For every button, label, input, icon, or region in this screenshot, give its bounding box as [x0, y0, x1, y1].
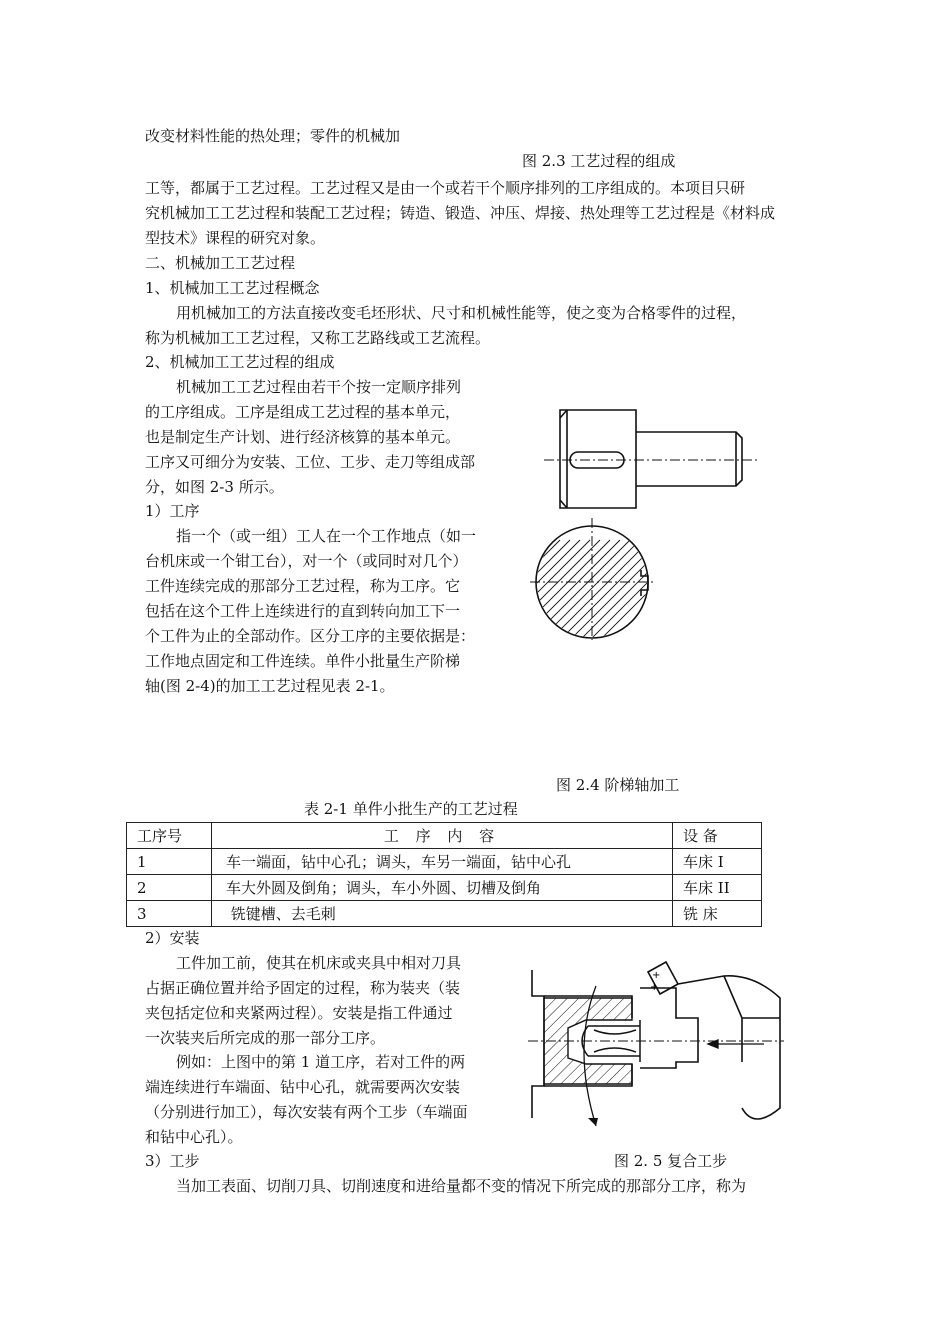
paragraph-2-line: 的工序组成。工序是组成工艺过程的基本单元，	[145, 403, 461, 421]
paragraph-2-line: 机械加工工艺过程由若干个按一定顺序排列	[176, 378, 462, 396]
cell-step-no: 1	[127, 849, 212, 875]
item-heading-2: 2）安装	[145, 929, 200, 947]
cell-step-no: 3	[127, 901, 212, 927]
cell-content: 车大外圆及倒角；调头，车小外圆、切槽及倒角	[212, 875, 673, 901]
header-equipment: 设 备	[673, 823, 762, 849]
cell-equipment: 铣 床	[673, 901, 762, 927]
paragraph-3-line: 个工件为止的全部动作。区分工序的主要依据是：	[145, 627, 476, 645]
item-heading-3: 3）工步	[145, 1152, 200, 1170]
paragraph-6-line-1: 当加工表面、切削刀具、切削速度和进给量都不变的情况下所完成的那部分工序，称为	[176, 1177, 747, 1195]
figure-2-4-caption: 图 2.4 阶梯轴加工	[556, 776, 680, 794]
table-row	[127, 901, 762, 927]
paragraph-3-line: 包括在这个工件上连续进行的直到转向加工下一	[145, 602, 461, 620]
intro-line-4: 型技术》课程的研究对象。	[145, 229, 326, 247]
header-step-no: 工序号	[127, 823, 212, 849]
cell-step-no: 2	[127, 875, 212, 901]
subsection-heading-1: 1、机械加工工艺过程概念	[145, 279, 320, 297]
subsection-heading-2: 2、机械加工工艺过程的组成	[145, 353, 335, 371]
process-table	[126, 822, 762, 927]
paragraph-4-line: 夹包括定位和夹紧两过程）。安装是指工件通过	[145, 1004, 453, 1022]
paragraph-5-line: （分别进行加工），每次安装有两个工步（车端面	[145, 1103, 468, 1121]
svg-text:+: +	[652, 970, 661, 981]
cell-content: 铣键槽、去毛刺	[212, 901, 673, 927]
table-row	[127, 875, 762, 901]
section-heading: 二、机械加工工艺过程	[145, 254, 296, 272]
stepped-shaft-figure	[530, 400, 770, 640]
paragraph-5-line: 和钻中心孔）。	[145, 1128, 243, 1146]
paragraph-3-line: 工作地点固定和工件连续。单件小批量生产阶梯	[145, 652, 461, 670]
paragraph-4-line: 工件加工前，使其在机床或夹具中相对刀具	[176, 954, 462, 972]
paragraph-2-line: 也是制定生产计划、进行经济核算的基本单元。	[145, 428, 461, 446]
paragraph-3-line: 指一个（或一组）工人在一个工作地点（如一	[176, 527, 477, 545]
cell-equipment: 车床 I	[673, 849, 762, 875]
intro-line-2: 工等，都属于工艺过程。工艺过程又是由一个或若干个顺序排列的工序组成的。本项目只研	[145, 179, 746, 197]
paragraph-1-line-2: 称为机械加工工艺过程，又称工艺路线或工艺流程。	[145, 329, 491, 347]
paragraph-1-line-1: 用机械加工的方法直接改变毛坯形状、尺寸和机械性能等，使之变为合格零件的过程，	[176, 304, 747, 322]
paragraph-2-line: 工序又可细分为安装、工位、工步、走刀等组成部	[145, 453, 476, 471]
paragraph-2-line: 分，如图 2-3 所示。	[145, 478, 284, 496]
paragraph-3-line: 工件连续完成的那部分工艺过程，称为工序。它	[145, 577, 461, 595]
cell-content: 车一端面，钻中心孔；调头，车另一端面，钻中心孔	[212, 849, 673, 875]
paragraph-5-line: 端连续进行车端面、钻中心孔，就需要两次安装	[145, 1078, 461, 1096]
cell-equipment: 车床 II	[673, 875, 762, 901]
figure-2-3-caption: 图 2.3 工艺过程的组成	[522, 152, 676, 170]
compound-step-figure	[528, 958, 784, 1140]
figure-2-5-caption: 图 2. 5 复合工步	[614, 1152, 728, 1170]
intro-line-1: 改变材料性能的热处理；零件的机械加	[145, 127, 401, 145]
paragraph-5-line: 例如：上图中的第 1 道工序，若对工件的两	[176, 1053, 466, 1071]
paragraph-3-line: 轴(图 2-4)的加工工艺过程见表 2-1。	[145, 677, 395, 695]
table-row	[127, 849, 762, 875]
header-content: 工 序 内 容	[212, 823, 673, 849]
intro-line-3: 究机械加工工艺过程和装配工艺过程；铸造、锻造、冲压、焊接、热处理等工艺过程是《材料成	[145, 204, 776, 222]
item-heading-1: 1）工序	[145, 502, 200, 520]
table-header-row	[127, 823, 762, 849]
svg-text:+: +	[650, 982, 659, 993]
paragraph-4-line: 一次装夹后所完成的那一部分工序。	[145, 1029, 386, 1047]
table-caption: 表 2-1 单件小批生产的工艺过程	[304, 800, 518, 818]
paragraph-3-line: 台机床或一个钳工台），对一个（或同时对几个）	[145, 552, 468, 570]
paragraph-4-line: 占据正确位置并给予固定的过程，称为装夹（装	[145, 979, 461, 997]
